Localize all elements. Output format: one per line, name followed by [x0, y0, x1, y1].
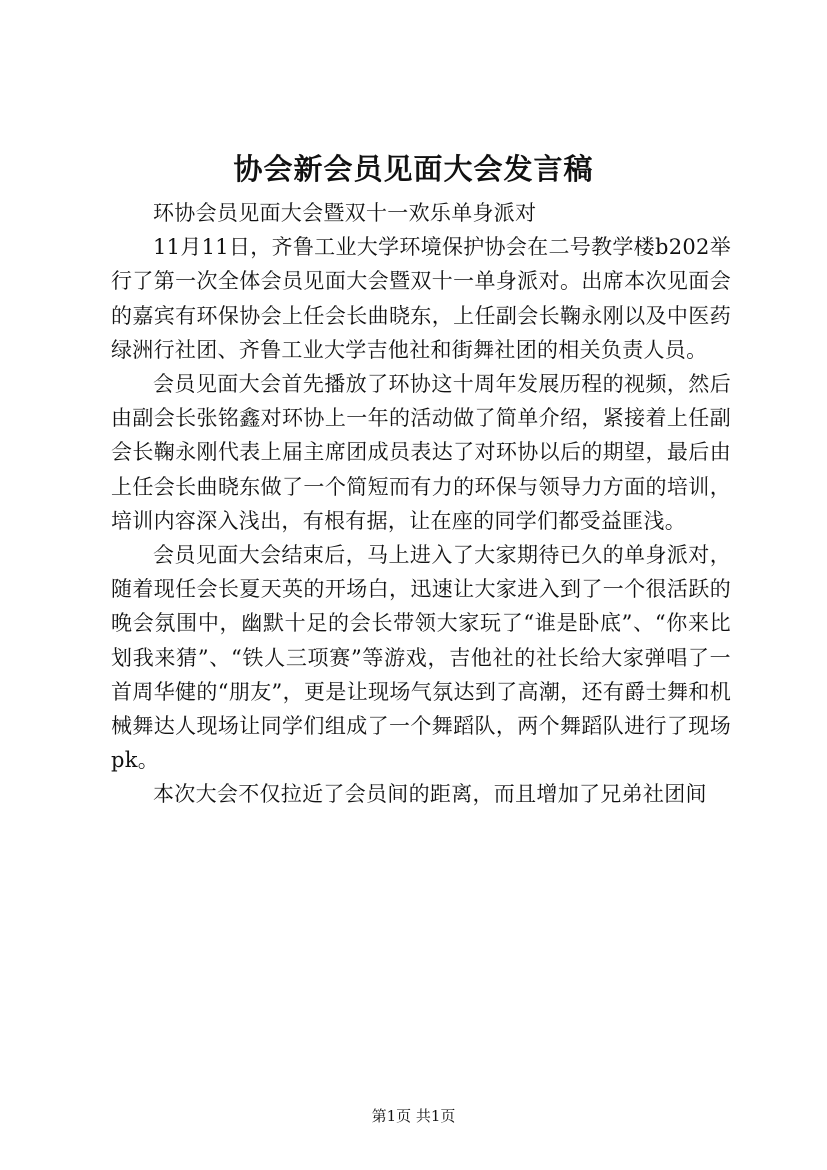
paragraph-meeting-agenda: 会员见面大会首先播放了环协这十周年发展历程的视频，然后由副会长张铭鑫对环协上一年的活动做了简单介绍，紧接着上任副会长鞠永刚代表上届主席团成员表达了对环协以后的期望，最后由上任会长曲晓东做了一个简短而有力的环保与领导力方面的培训，培训内容深入浅出，有根有据，让在座的同学们都受益匪浅。	[111, 372, 731, 533]
document-body	[111, 196, 731, 812]
document-title: 协会新会员见面大会发言稿	[233, 152, 594, 186]
paragraph-conclusion: 本次大会不仅拉近了会员间的距离，而且增加了兄弟社团间	[153, 782, 707, 807]
page-footer: 第1页 共1页	[371, 1107, 456, 1125]
paragraph-subtitle: 环协会员见面大会暨双十一欢乐单身派对	[153, 201, 537, 225]
paragraph-party: 会员见面大会结束后，马上进入了大家期待已久的单身派对，随着现任会长夏天英的开场白，迅速让大家进入到了一个很活跃的晚会氛围中，幽默十足的会长带领大家玩了“谁是卧底”、“你来比划我来猜”、“铁人三项赛”等游戏，吉他社的社长给大家弹唱了一首周华健的“朋友”，更是让现场气氛达到了高潮，还有爵士舞和机械舞达人现场让同学们组成了一个舞蹈队，两个舞蹈队进行了现场pk。	[111, 543, 731, 773]
paragraph-event-intro: 11月11日，齐鲁工业大学环境保护协会在二号教学楼b202举行了第一次全体会员见面大会暨双十一单身派对。出席本次见面会的嘉宾有环保协会上任会长曲晓东，上任副会长鞠永刚以及中医药绿洲行社团、齐鲁工业大学吉他社和街舞社团的相关负责人员。	[111, 235, 731, 362]
